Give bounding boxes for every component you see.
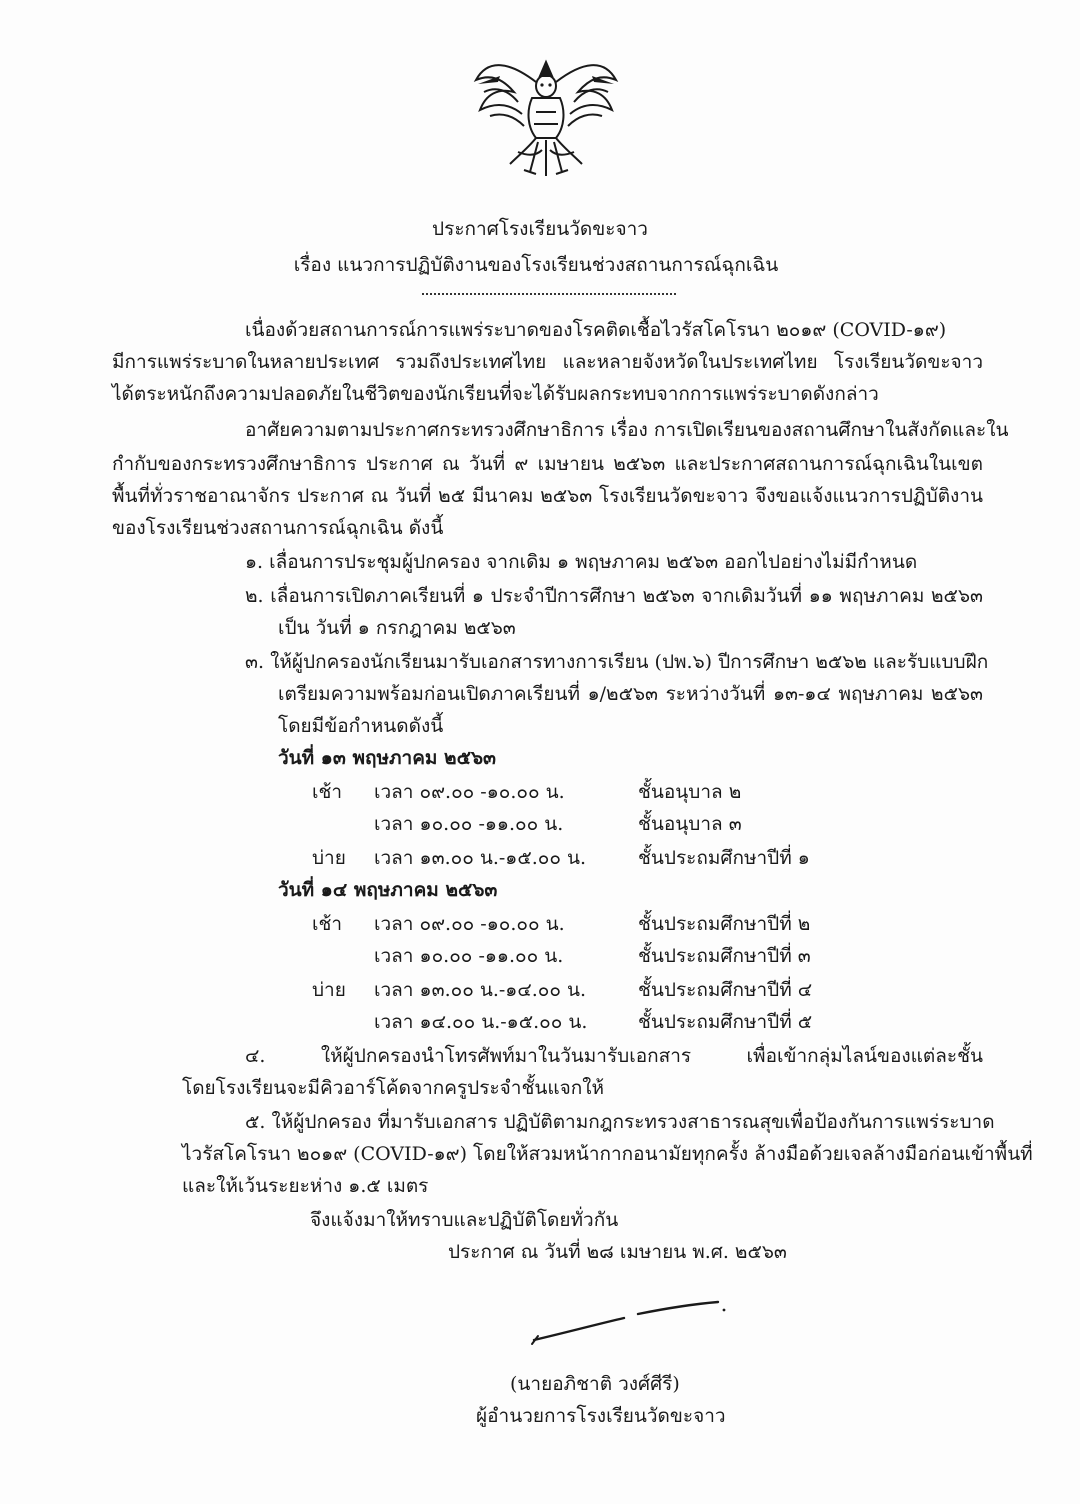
schedule-row-6-period: บ่าย [312,979,346,1001]
schedule-day-1: วันที่ ๑๓ พฤษภาคม ๒๕๖๓ [278,747,497,769]
schedule-row-1-grade: ชั้นอนุบาล ๒ [638,781,742,803]
para1-line-1: เนื่องด้วยสถานการณ์การแพร่ระบาดของโรคติดเชื้อไวรัสโคโรนา ๒๐๑๙ (COVID-๑๙) [245,319,947,341]
item-4-line-2: โดยโรงเรียนจะมีคิวอาร์โค้ดจากครูประจำชั้นแจกให้ [182,1077,605,1099]
document-title: ประกาศโรงเรียนวัดขะจาว [432,218,648,240]
announcement-date: ประกาศ ณ วันที่ ๒๘ เมษายน พ.ศ. ๒๕๖๓ [448,1241,787,1263]
schedule-row-6-time: เวลา ๑๓.๐๐ น.-๑๔.๐๐ น. [374,979,587,1001]
schedule-row-5-grade: ชั้นประถมศึกษาปีที่ ๓ [638,945,811,967]
item-5-line-3: และให้เว้นระยะห่าง ๑.๕ เมตร [182,1175,429,1197]
item-4-line-1: ๔. ให้ผู้ปกครองนำโทรศัพท์มาในวันมารับเอกสาร เพื่อเข้ากลุ่มไลน์ของแต่ละชั้น [245,1045,983,1067]
schedule-row-1-time: เวลา ๐๙.๐๐ -๑๐.๐๐ น. [374,781,565,803]
schedule-row-3-grade: ชั้นประถมศึกษาปีที่ ๑ [638,847,810,869]
item-2-line-1: ๒. เลื่อนการเปิดภาคเรียนที่ ๑ ประจำปีการศึกษา ๒๕๖๓ จากเดิมวันที่ ๑๑ พฤษภาคม ๒๕๖๓ [245,585,983,607]
para2-line-2: กำกับของกระทรวงศึกษาธิการ ประกาศ ณ วันที่ ๙ เมษายน ๒๕๖๓ และประกาศสถานการณ์ฉุกเฉินในเขต [112,453,983,475]
schedule-row-4-time: เวลา ๐๙.๐๐ -๑๐.๐๐ น. [374,913,565,935]
para1-line-3: ได้ตระหนักถึงความปลอดภัยในชีวิตของนักเรียนที่จะได้รับผลกระทบจากการแพร่ระบาดดังกล่าว [112,383,879,405]
schedule-row-5-time: เวลา ๑๐.๐๐ -๑๑.๐๐ น. [374,945,564,967]
title-dotted-divider [422,293,676,295]
schedule-row-3-time: เวลา ๑๓.๐๐ น.-๑๕.๐๐ น. [374,847,587,869]
garuda-emblem-icon [470,52,622,182]
para2-line-1: อาศัยความตามประกาศกระทรวงศึกษาธิการ เรื่อง การเปิดเรียนของสถานศึกษาในสังกัดและใน [245,419,1009,441]
signatory-position: ผู้อำนวยการโรงเรียนวัดขะจาว [476,1405,726,1427]
schedule-row-6-grade: ชั้นประถมศึกษาปีที่ ๔ [638,979,813,1001]
para1-line-2: มีการแพร่ระบาดในหลายประเทศ รวมถึงประเทศไทย และหลายจังหวัดในประเทศไทย โรงเรียนวัดขะจาว [112,351,983,373]
signatory-name: (นายอภิชาติ วงศ์ศีรี) [510,1373,680,1395]
item-3-line-2: เตรียมความพร้อมก่อนเปิดภาคเรียนที่ ๑/๒๕๖๓ ระหว่างวันที่ ๑๓-๑๔ พฤษภาคม ๒๕๖๓ [278,683,983,705]
item-5-line-1: ๕. ให้ผู้ปกครอง ที่มารับเอกสาร ปฏิบัติตามกฎกระทรวงสาธารณสุขเพื่อป้องกันการแพร่ระบาด [245,1111,995,1133]
schedule-day-2: วันที่ ๑๔ พฤษภาคม ๒๕๖๓ [278,879,498,901]
closing-notice: จึงแจ้งมาให้ทราบและปฏิบัติโดยทั่วกัน [310,1209,619,1231]
schedule-row-7-grade: ชั้นประถมศึกษาปีที่ ๕ [638,1011,813,1033]
item-3-line-3: โดยมีข้อกำหนดดังนี้ [278,715,444,737]
schedule-row-2-grade: ชั้นอนุบาล ๓ [638,813,742,835]
schedule-row-3-period: บ่าย [312,847,346,869]
schedule-row-1-period: เช้า [312,781,343,803]
item-2-line-2: เป็น วันที่ ๑ กรกฎาคม ๒๕๖๓ [278,617,516,639]
para2-line-3: พื้นที่ทั่วราชอาณาจักร ประกาศ ณ วันที่ ๒๕ มีนาคม ๒๕๖๓ โรงเรียนวัดขะจาว จึงขอแจ้งแนวการปฏิบัติงาน [112,485,983,507]
item-1: ๑. เลื่อนการประชุมผู้ปกครอง จากเดิม ๑ พฤษภาคม ๒๕๖๓ ออกไปอย่างไม่มีกำหนด [245,551,918,573]
schedule-row-4-grade: ชั้นประถมศึกษาปีที่ ๒ [638,913,811,935]
para2-line-4: ของโรงเรียนช่วงสถานการณ์ฉุกเฉิน ดังนี้ [112,517,444,539]
schedule-row-7-time: เวลา ๑๔.๐๐ น.-๑๕.๐๐ น. [374,1011,588,1033]
schedule-row-4-period: เช้า [312,913,343,935]
schedule-row-2-time: เวลา ๑๐.๐๐ -๑๑.๐๐ น. [374,813,564,835]
signature-icon [528,1292,728,1354]
item-5-line-2: ไวรัสโคโรนา ๒๐๑๙ (COVID-๑๙) โดยให้สวมหน้ากากอนามัยทุกครั้ง ล้างมือด้วยเจลล้างมือก่อนเข้าพื้นที่ [182,1143,1033,1165]
document-subject: เรื่อง แนวการปฏิบัติงานของโรงเรียนช่วงสถานการณ์ฉุกเฉิน [293,254,779,276]
item-3-line-1: ๓. ให้ผู้ปกครองนักเรียนมารับเอกสารทางการเรียน (ปพ.๖) ปีการศึกษา ๒๕๖๒ และรับแบบฝึก [245,651,989,673]
